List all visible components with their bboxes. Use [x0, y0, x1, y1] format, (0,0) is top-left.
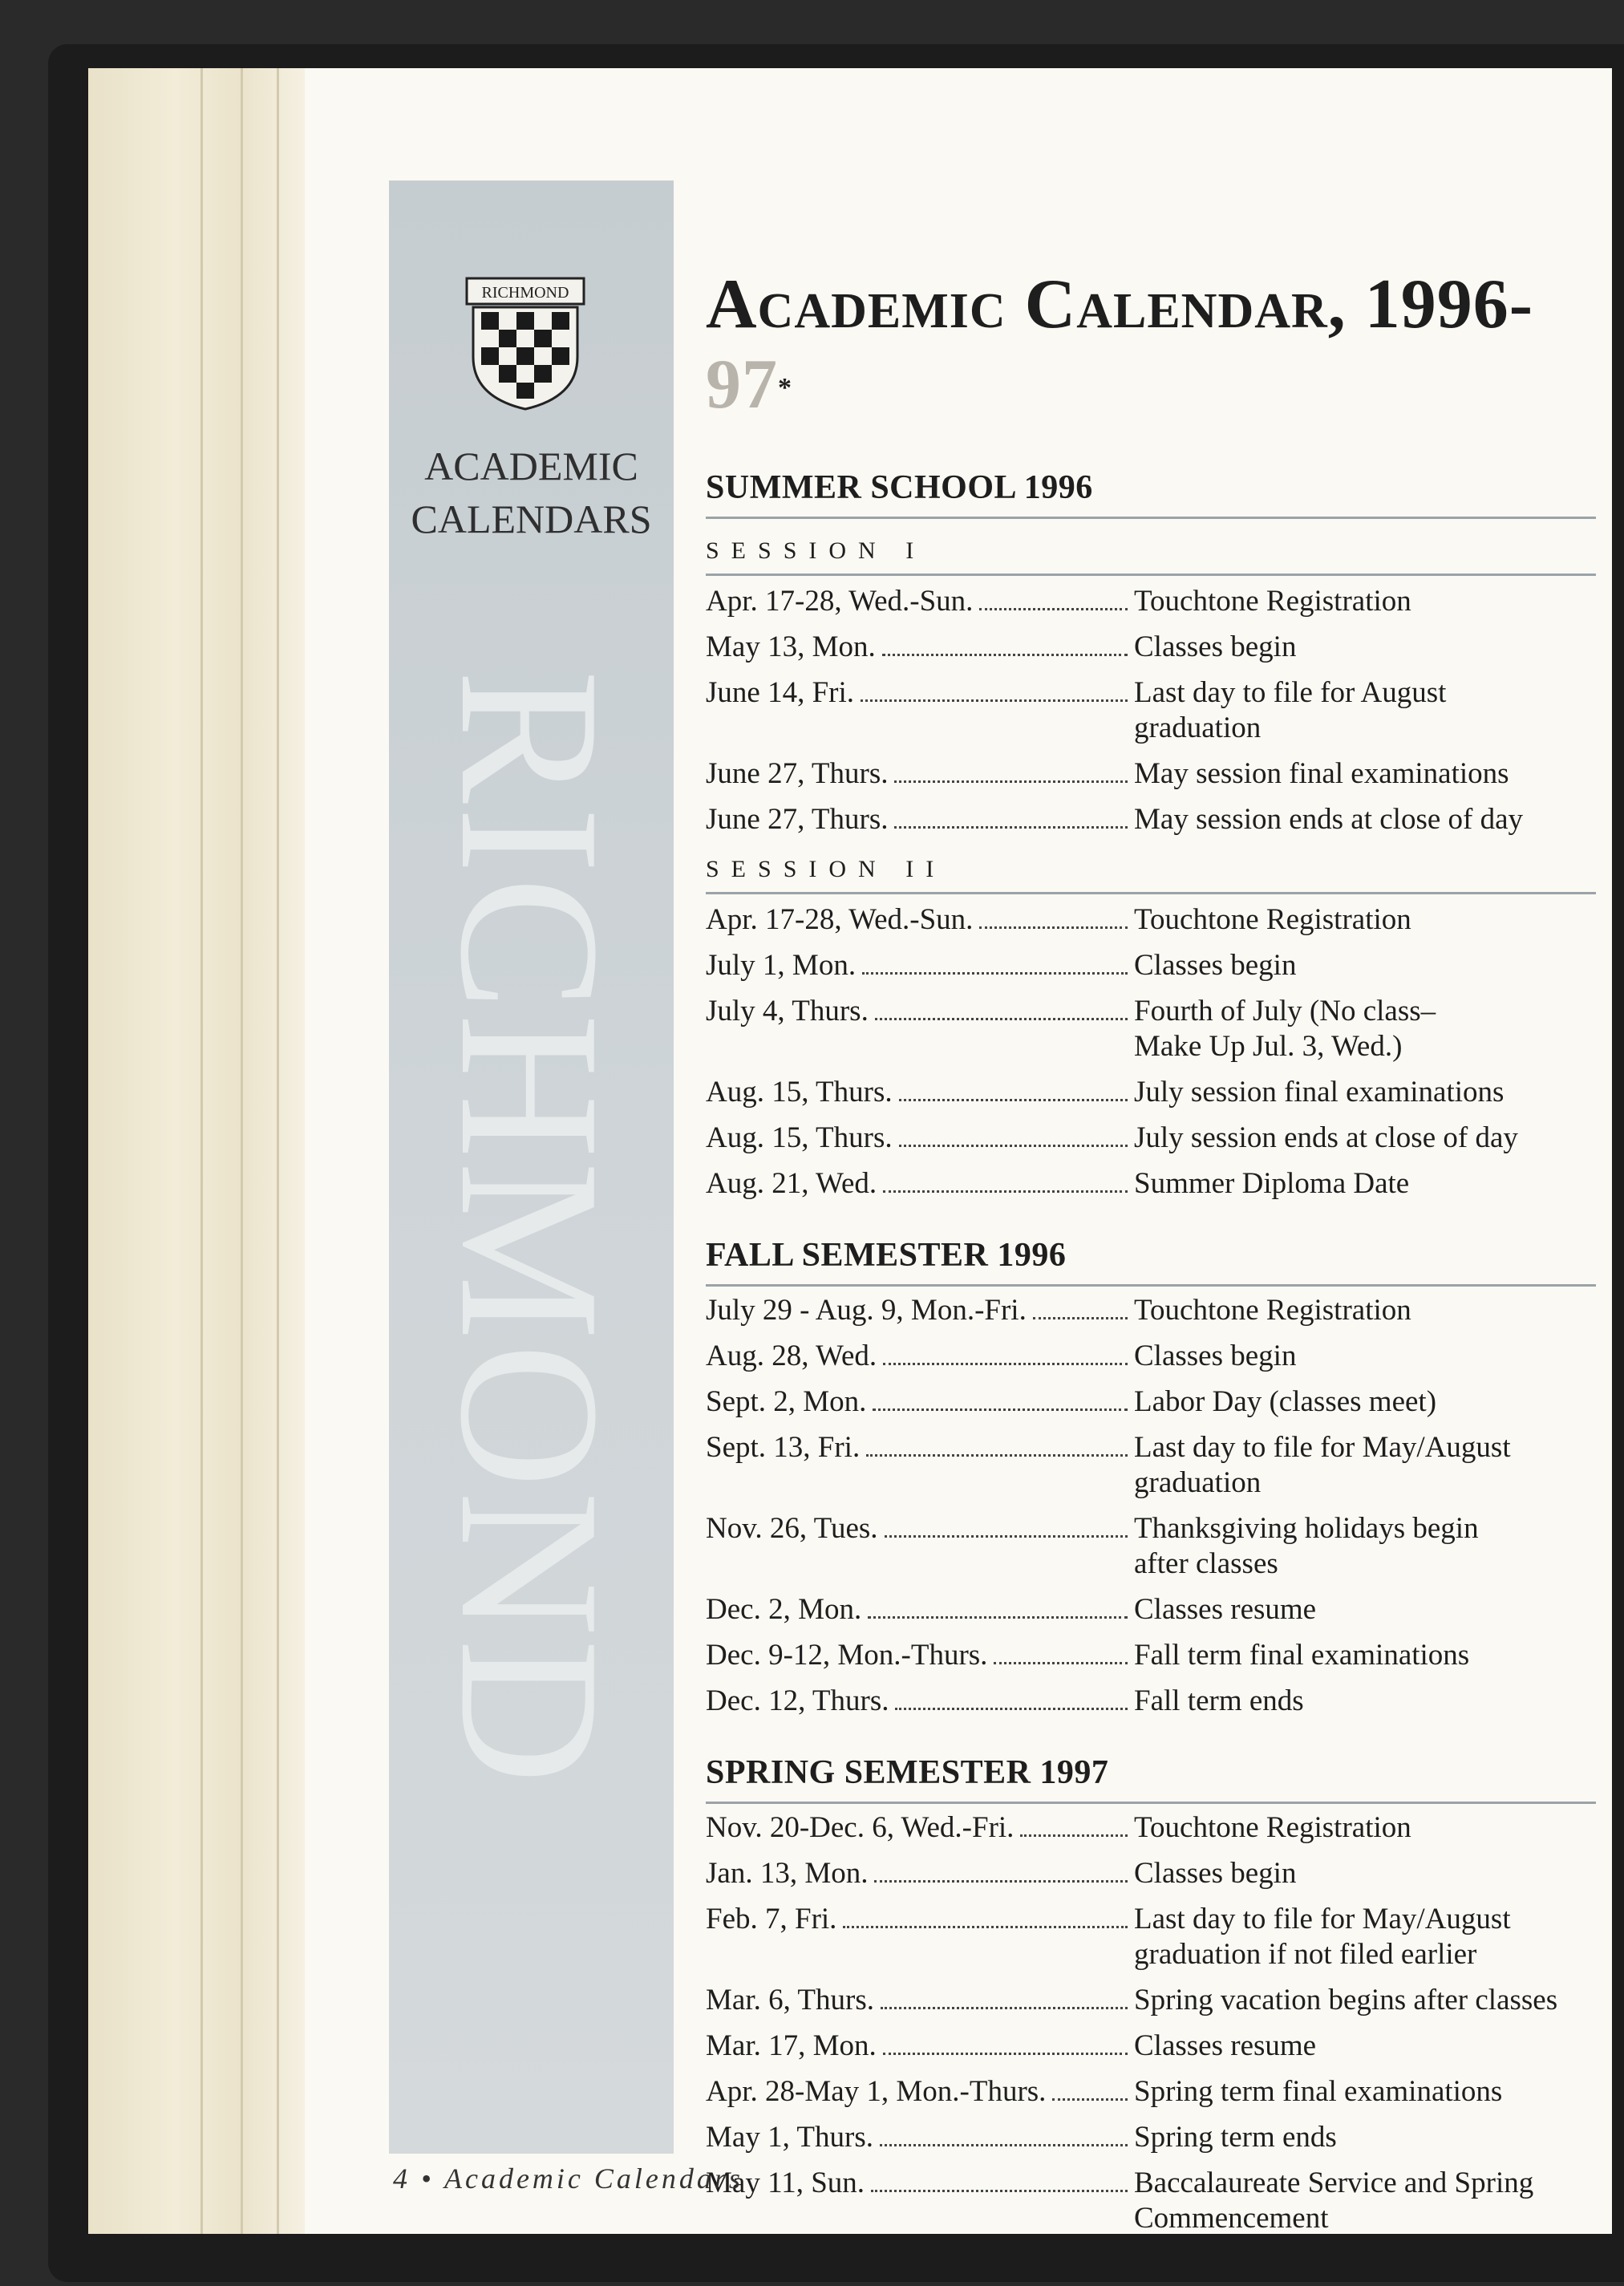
calendar-entry	[706, 1902, 1596, 1972]
entry-date: May 13, Mon.	[706, 630, 876, 663]
entry-date: Aug. 28, Wed.	[706, 1340, 877, 1372]
session-1-list	[706, 584, 1596, 837]
entry-event: Last day to file for May/August graduation if not filed earlier	[1134, 1903, 1511, 1971]
entry-date-cell	[706, 756, 1131, 792]
entry-date: July 1, Mon.	[706, 949, 857, 982]
dot-leader	[880, 2144, 1128, 2146]
footer-section: Academic Calendars	[443, 2162, 743, 2195]
entry-date: Sept. 2, Mon.	[706, 1385, 867, 1418]
entry-date-cell	[706, 802, 1131, 837]
calendar-entry	[706, 1592, 1596, 1627]
calendar-entry	[706, 1983, 1596, 2018]
page-number: 4	[393, 2162, 411, 2195]
entry-date-cell	[706, 2166, 1131, 2201]
entry-event: Touchtone Registration	[1134, 585, 1411, 618]
calendar-entry	[706, 630, 1596, 665]
entry-date-cell	[706, 584, 1131, 619]
entry-date-cell	[706, 2074, 1131, 2110]
entry-event: May session final examinations	[1134, 757, 1509, 790]
entry-event: Fourth of July (No class– Make Up Jul. 3, Wed.)	[1134, 995, 1436, 1063]
entry-date: Dec. 12, Thurs.	[706, 1684, 889, 1717]
entry-date: Jan. 13, Mon.	[706, 1857, 869, 1890]
entry-date-cell	[706, 1511, 1131, 1546]
dot-leader	[866, 1454, 1128, 1457]
entry-event: Classes resume	[1134, 1593, 1317, 1626]
calendar-entry	[706, 675, 1596, 746]
dot-leader	[883, 2053, 1128, 2055]
dot-leader	[894, 780, 1128, 783]
entry-event: May session ends at close of day	[1134, 803, 1524, 836]
dot-leader	[895, 1708, 1128, 1710]
entry-date-cell	[706, 2120, 1131, 2155]
entry-date-cell	[706, 1810, 1131, 1846]
entry-date-cell	[706, 1339, 1131, 1374]
page-title	[706, 265, 1596, 425]
entry-date-cell	[706, 1638, 1131, 1673]
entry-event: Classes begin	[1134, 1340, 1297, 1372]
sidebar-title-line1: ACADEMIC	[424, 444, 638, 488]
entry-date: Dec. 9-12, Mon.-Thurs.	[706, 1639, 988, 1672]
calendar-entry	[706, 1293, 1596, 1328]
calendar-entry	[706, 902, 1596, 938]
entry-date-cell	[706, 1856, 1131, 1891]
entry-date: Nov. 20-Dec. 6, Wed.-Fri.	[706, 1811, 1014, 1844]
section-spring-title: SPRING SEMESTER 1997	[706, 1750, 1596, 1804]
entry-date: May 1, Thurs.	[706, 2121, 873, 2154]
dot-leader	[994, 1662, 1128, 1664]
entry-date-cell	[706, 1430, 1131, 1465]
dot-leader	[861, 699, 1128, 702]
entry-event: Classes resume	[1134, 2029, 1317, 2062]
calendar-entry	[706, 1511, 1596, 1582]
calendar-entry	[706, 802, 1596, 837]
calendar-entry	[706, 1384, 1596, 1420]
calendar-entry	[706, 1430, 1596, 1501]
entry-date: Apr. 17-28, Wed.-Sun.	[706, 585, 974, 618]
entry-event: Touchtone Registration	[1134, 1294, 1411, 1327]
dot-leader	[868, 1616, 1128, 1619]
dot-leader	[875, 1018, 1128, 1020]
entry-event: Touchtone Registration	[1134, 1811, 1411, 1844]
entry-event: Spring term ends	[1134, 2121, 1337, 2154]
calendar-entry	[706, 1121, 1596, 1156]
session-2-list	[706, 902, 1596, 1202]
entry-date-cell	[706, 1293, 1131, 1328]
entry-date: June 27, Thurs.	[706, 803, 889, 836]
dot-leader	[883, 1190, 1128, 1193]
dot-leader	[874, 1880, 1128, 1883]
dot-leader	[899, 1099, 1128, 1101]
entry-date: Nov. 26, Tues.	[706, 1512, 878, 1545]
entry-date-cell	[706, 2029, 1131, 2064]
page-edge-line	[277, 68, 279, 2234]
dot-leader	[885, 1535, 1128, 1538]
entry-event: Summer Diploma Date	[1134, 1167, 1410, 1200]
entry-date: July 4, Thurs.	[706, 995, 869, 1027]
entry-date-cell	[706, 675, 1131, 711]
entry-date: Mar. 6, Thurs.	[706, 1984, 875, 2016]
entry-date-cell	[706, 1075, 1131, 1110]
footer-bullet: •	[421, 2162, 435, 2195]
richmond-crest-icon	[465, 277, 585, 411]
page-footer	[393, 2162, 743, 2195]
calendar-entry	[706, 2166, 1596, 2236]
dot-leader	[1052, 2098, 1128, 2101]
calendar-entry	[706, 1166, 1596, 1202]
session-2-title: SESSION II	[706, 852, 1596, 894]
calendar-entry	[706, 1339, 1596, 1374]
title-year-end: 97	[706, 346, 778, 424]
dot-leader	[1033, 1317, 1128, 1319]
title-main: Academic Calendar, 1996-	[706, 265, 1534, 343]
dot-leader	[862, 972, 1128, 975]
calendar-entry	[706, 1638, 1596, 1673]
dot-leader	[1020, 1834, 1128, 1837]
calendar-content	[706, 265, 1596, 2247]
entry-date-cell	[706, 1592, 1131, 1627]
page-edge-line	[200, 68, 203, 2234]
entry-date: Dec. 2, Mon.	[706, 1593, 862, 1626]
calendar-entry	[706, 2074, 1596, 2110]
entry-date: May 11, Sun.	[706, 2166, 865, 2199]
entry-date: June 14, Fri.	[706, 676, 854, 709]
entry-date-cell	[706, 1166, 1131, 1202]
entry-event: Touchtone Registration	[1134, 903, 1411, 936]
spring-list	[706, 1810, 1596, 2236]
entry-date-cell	[706, 948, 1131, 983]
entry-date: June 27, Thurs.	[706, 757, 889, 790]
entry-event: July session ends at close of day	[1134, 1121, 1518, 1154]
entry-event: Classes begin	[1134, 949, 1297, 982]
dot-leader	[881, 2007, 1128, 2009]
entry-event: Last day to file for August graduation	[1134, 676, 1447, 744]
entry-date: Sept. 13, Fri.	[706, 1431, 861, 1464]
entry-date: Aug. 21, Wed.	[706, 1167, 877, 1200]
entry-event: July session final examinations	[1134, 1076, 1505, 1109]
dot-leader	[894, 826, 1128, 829]
entry-date: Aug. 15, Thurs.	[706, 1121, 893, 1154]
title-footnote-mark: *	[778, 373, 792, 403]
entry-event: Thanksgiving holidays begin after classes	[1134, 1512, 1479, 1580]
entry-event: Labor Day (classes meet)	[1134, 1385, 1437, 1418]
session-1-title: SESSION I	[706, 533, 1596, 576]
entry-date: July 29 - Aug. 9, Mon.-Fri.	[706, 1294, 1027, 1327]
entry-date-cell	[706, 1902, 1131, 1937]
section-summer-title: SUMMER SCHOOL 1996	[706, 465, 1596, 519]
dot-leader	[873, 1408, 1128, 1411]
entry-event: Fall term ends	[1134, 1684, 1304, 1717]
dot-leader	[883, 1363, 1128, 1365]
calendar-entry	[706, 584, 1596, 619]
page-edges	[88, 68, 305, 2234]
entry-event: Spring term final examinations	[1134, 2075, 1503, 2108]
entry-event: Spring vacation begins after classes	[1134, 1984, 1558, 2016]
page-edge-line	[241, 68, 243, 2234]
calendar-entry	[706, 948, 1596, 983]
dot-leader	[871, 2190, 1128, 2192]
entry-event: Fall term final examinations	[1134, 1639, 1470, 1672]
entry-event: Classes begin	[1134, 630, 1297, 663]
entry-date: Apr. 28-May 1, Mon.-Thurs.	[706, 2075, 1047, 2108]
calendar-entry	[706, 1810, 1596, 1846]
calendar-entry	[706, 2029, 1596, 2064]
dot-leader	[979, 608, 1128, 610]
section-fall-title: FALL SEMESTER 1996	[706, 1233, 1596, 1287]
fall-list	[706, 1293, 1596, 1719]
entry-date-cell	[706, 1684, 1131, 1719]
entry-date: Mar. 17, Mon.	[706, 2029, 877, 2062]
entry-event: Last day to file for May/August graduation	[1134, 1431, 1511, 1499]
entry-date-cell	[706, 902, 1131, 938]
calendar-entry	[706, 756, 1596, 792]
crest-label: RICHMOND	[481, 284, 569, 302]
calendar-entry	[706, 2120, 1596, 2155]
calendar-entry	[706, 1684, 1596, 1719]
entry-date-cell	[706, 1384, 1131, 1420]
entry-event: Classes begin	[1134, 1857, 1297, 1890]
dot-leader	[882, 654, 1128, 656]
dot-leader	[899, 1145, 1128, 1147]
entry-date: Apr. 17-28, Wed.-Sun.	[706, 903, 974, 936]
dot-leader	[979, 926, 1128, 929]
calendar-entry	[706, 1075, 1596, 1110]
calendar-entry	[706, 1856, 1596, 1891]
watermark-text: RICHMOND	[419, 670, 641, 1788]
entry-date-cell	[706, 994, 1131, 1029]
sidebar-title	[389, 440, 674, 545]
entry-date-cell	[706, 630, 1131, 665]
entry-date-cell	[706, 1121, 1131, 1156]
entry-date: Feb. 7, Fri.	[706, 1903, 837, 1935]
sidebar-title-line2: CALENDARS	[411, 497, 652, 541]
entry-date-cell	[706, 1983, 1131, 2018]
entry-date: Aug. 15, Thurs.	[706, 1076, 893, 1109]
entry-event: Baccalaureate Service and Spring Commencement	[1134, 2166, 1534, 2235]
dot-leader	[843, 1926, 1128, 1928]
calendar-entry	[706, 994, 1596, 1064]
